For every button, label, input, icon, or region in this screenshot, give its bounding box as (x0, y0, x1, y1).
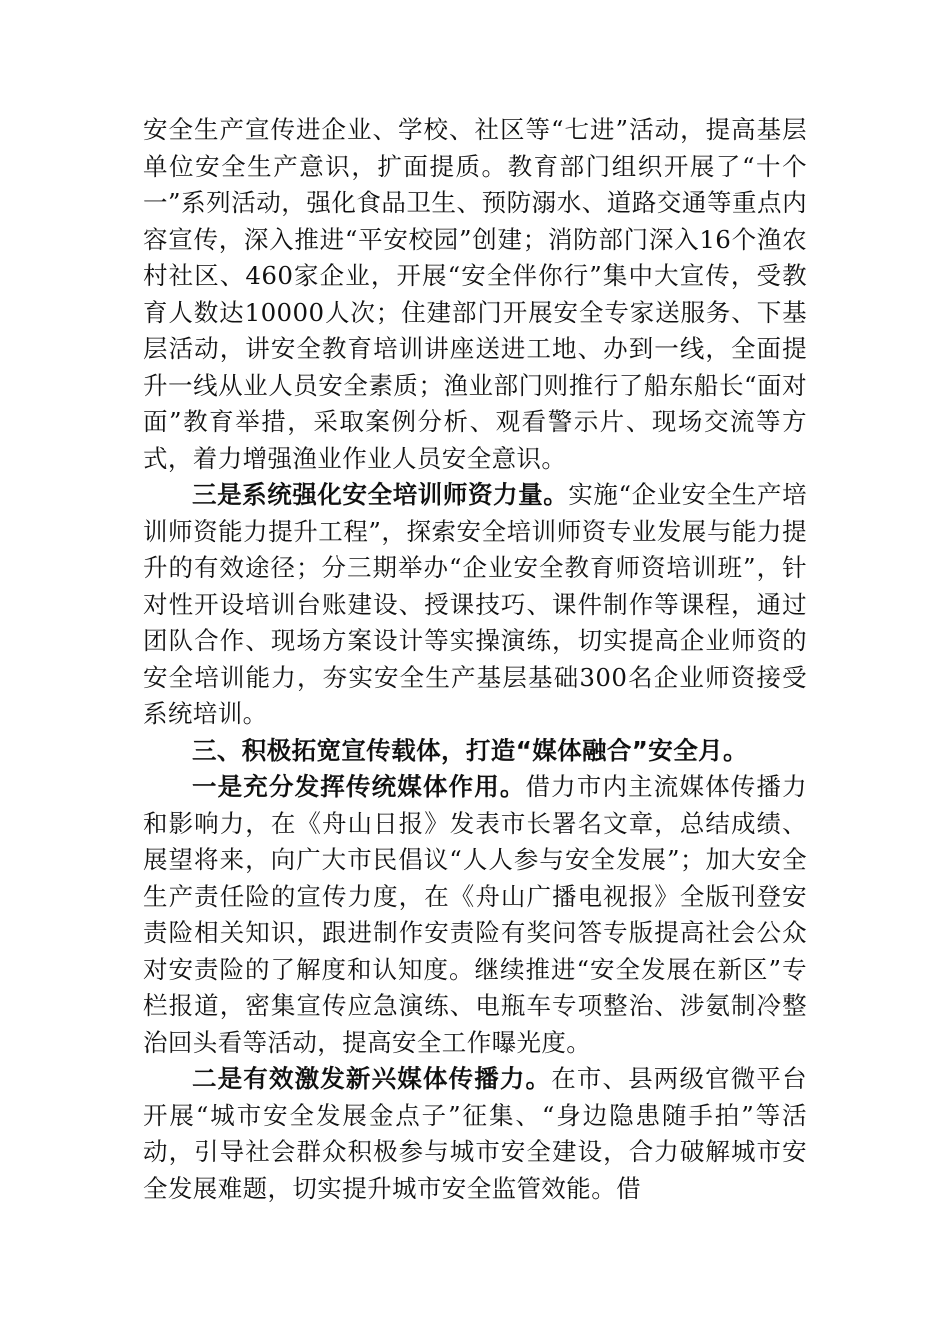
paragraph-body: 实施“企业安全生产培训师资能力提升工程”，探索安全培训师资专业发展与能力提升的有效途径；分三期举办“企业安全教育师资培训班”，针对性开设培训台账建设、授课技巧、课件制作等课程，通过团队合作、现场方案设计等实操演练，切实提高企业师资的安全培训能力，夯实安全生产基层基础300名企业师资接受系统培训。 (143, 480, 807, 728)
paragraph-body: 借力市内主流媒体传播力和影响力，在《舟山日报》发表市长署名文章，总结成绩、展望将来，向广大市民倡议“人人参与安全发展”；加大安全生产责任险的宣传力度，在《舟山广播电视报》全版刊登安责险相关知识，跟进制作安责险有奖问答专版提高社会公众对安责险的了解度和认知度。继续推进“安全发展在新区”专栏报道，密集宣传应急演练、电瓶车专项整治、涉氨制冷整治回头看等活动，提高安全工作曝光度。 (143, 772, 807, 1057)
paragraph-body: 安全生产宣传进企业、学校、社区等“七进”活动，提高基层单位安全生产意识，扩面提质。教育部门组织开展了“十个一”系列活动，强化食品卫生、预防溺水、道路交通等重点内容宣传，深入推进“平安校园”创建；消防部门深入16个渔农村社区、460家企业，开展“安全伴你行”集中大宣传，受教育人数达10000人次；住建部门开展安全专家送服务、下基层活动，讲安全教育培训讲座送进工地、办到一线，全面提升一线从业人员安全素质；渔业部门则推行了船东船长“面对面”教育举措，采取案例分析、观看警示片、现场交流等方式，着力增强渔业作业人员安全意识。 (143, 115, 807, 473)
paragraph-lead: 三是系统强化安全培训师资力量。 (192, 480, 569, 509)
paragraph-training-faculty (143, 477, 807, 733)
document-page (143, 112, 807, 1207)
paragraph-publicity-activities (143, 112, 807, 477)
paragraph-body: 在市、县两级官微平台开展“城市安全发展金点子”征集、“身边隐患随手拍”等活动，引导社会群众积极参与城市安全建设，合力破解城市安全发展难题，切实提升城市安全监管效能。借 (143, 1064, 807, 1203)
section-heading: 三、积极拓宽宣传载体，打造“媒体融合”安全月。 (192, 735, 748, 765)
paragraph-lead: 一是充分发挥传统媒体作用。 (192, 772, 526, 801)
paragraph-new-media (143, 1061, 807, 1207)
paragraph-lead: 二是有效激发新兴媒体传播力。 (192, 1064, 552, 1093)
paragraph-traditional-media (143, 769, 807, 1061)
